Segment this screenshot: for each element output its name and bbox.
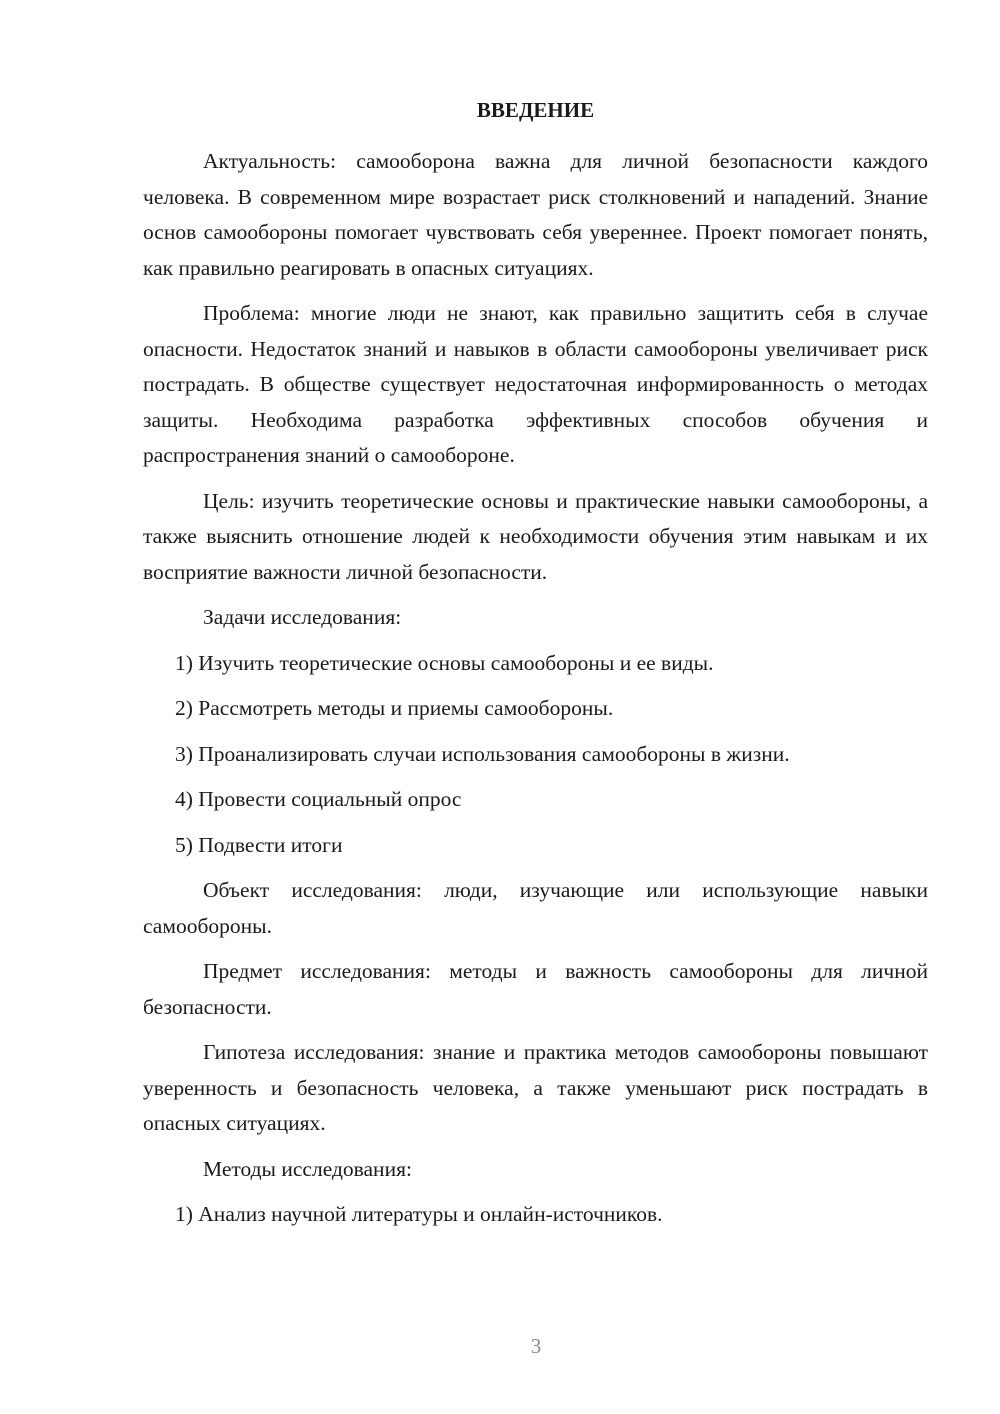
subject-paragraph: Предмет исследования: методы и важность самообороны для личной безопасности. — [143, 959, 928, 1019]
hypothesis-paragraph: Гипотеза исследования: знание и практика методов самообороны повышают уверенность и безопасность человека, а также уменьшают риск пострадать в опасных ситуациях. — [143, 1040, 928, 1135]
page-number: 3 — [530, 1334, 542, 1358]
tasks-list — [143, 646, 928, 864]
object-paragraph: Объект исследования: люди, изучающие или использующие навыки самообороны. — [143, 878, 928, 938]
list-item: 1) Изучить теоретические основы самообороны и ее виды. — [175, 650, 714, 675]
methods-list — [143, 1197, 928, 1233]
tasks-heading: Задачи исследования: — [203, 605, 402, 629]
page-content — [143, 94, 928, 1243]
list-item: 4) Провести социальный опрос — [175, 787, 462, 811]
list-item: 3) Проанализировать случаи использования самообороны в жизни. — [175, 741, 790, 766]
list-item: 1) Анализ научной литературы и онлайн-источников. — [175, 1202, 663, 1226]
goal-paragraph: Цель: изучить теоретические основы и практические навыки самообороны, а также выяснить отношение людей к необходимости обучения этим навыкам и их восприятие важности личной безопасности. — [143, 488, 928, 584]
list-item: 2) Рассмотреть методы и приемы самообороны. — [175, 696, 614, 720]
problem-paragraph: Проблема: многие люди не знают, как правильно защитить себя в случае опасности. Недостаток знаний и навыков в области самообороны увеличивает риск пострадать. В обществе существует недостаточная информированность о методах защиты. Необходима разработка эффективных способов обучения и распространения знаний о самообороне. — [143, 301, 928, 467]
section-title: ВВЕДЕНИЕ — [476, 98, 595, 122]
methods-heading: Методы исследования: — [203, 1156, 412, 1181]
list-item: 5) Подвести итоги — [175, 832, 343, 857]
relevance-paragraph: Актуальность: самооборона важна для личной безопасности каждого человека. В современном мире возрастает риск столкновений и нападений. Знание основ самообороны помогает чувствовать себя увереннее. Проект помогает понять, как правильно реагировать в опасных ситуациях. — [143, 149, 928, 280]
